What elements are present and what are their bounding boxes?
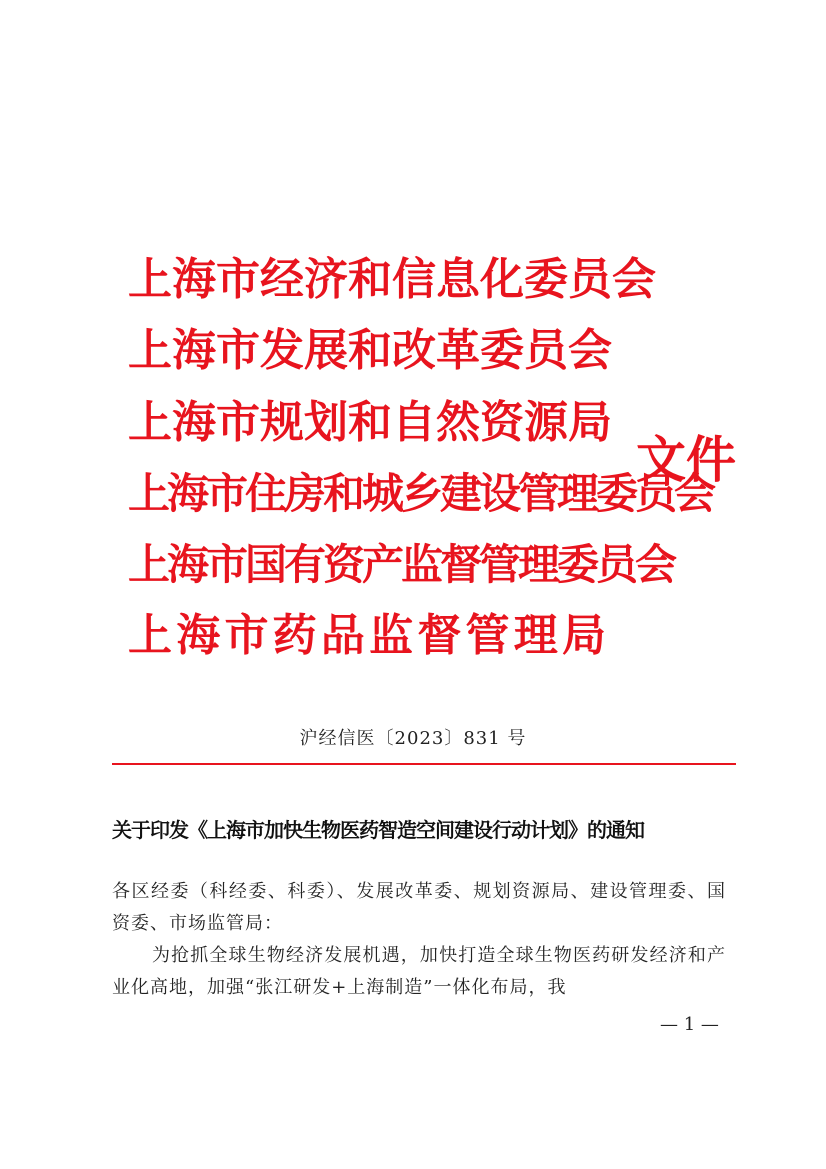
page-number: — 1 — xyxy=(660,1014,719,1035)
red-divider-line xyxy=(112,763,736,765)
issuer-line-5: 上海市国有资产监督管理委员会 xyxy=(128,540,675,589)
document-title: 关于印发《上海市加快生物医药智造空间建设行动计划》的通知 xyxy=(112,818,644,842)
issuer-line-3: 上海市规划和自然资源局 xyxy=(128,397,612,448)
addressee-line: 各区经委（科经委、科委）、发展改革委、规划资源局、建设管理委、国资委、市场监管局： xyxy=(112,881,726,934)
issuer-line-6: 上海市药品监督管理局 xyxy=(128,610,606,661)
document-number: 沪经信医〔2023〕831 号 xyxy=(299,728,527,749)
body-paragraph: 为抢抓全球生物经济发展机遇，加快打造全球生物医药研发经济和产业化高地，加强“张江研发+上海制造”一体化布局，我 xyxy=(112,945,726,998)
issuer-line-4: 上海市住房和城乡建设管理委员会 xyxy=(128,469,714,518)
issuer-line-2: 上海市发展和改革委员会 xyxy=(128,325,612,376)
issuer-line-1: 上海市经济和信息化委员会 xyxy=(128,254,656,305)
doc-type-label: 文件 xyxy=(636,430,736,489)
